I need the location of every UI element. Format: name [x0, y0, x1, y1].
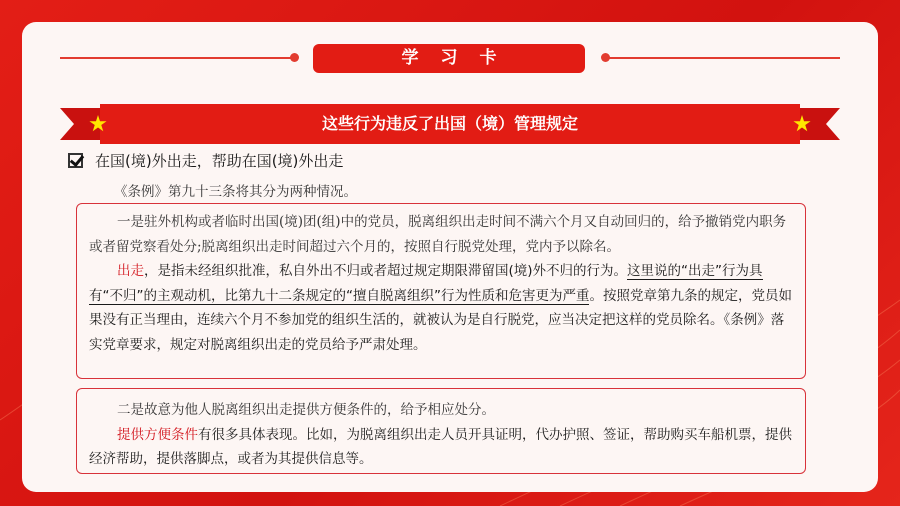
header-dot-right [601, 53, 610, 62]
term-convenience: 提供方便条件 [117, 426, 198, 443]
case-one-definition [89, 259, 793, 357]
section-heading [68, 150, 343, 171]
underlined-emphasis: 这里说的“出走”行为具有“不归”的主观动机，比第九十二条规定的“擅自脱离组织”行为性质和危害更为严重 [89, 263, 763, 304]
section-intro: 《条例》第九十三条将其分为两种情况。 [114, 184, 357, 200]
checkbox-checked-icon [68, 153, 83, 168]
case-two-paragraph: 二是故意为他人脱离组织出走提供方便条件的，给予相应处分。 [117, 402, 495, 418]
definition-continuation: 。按照党章第九条的规定，党员如果没有正当理由，连续六个月不参加党的组织生活的，就被认为是自行脱党，应当决定把这样的党员除名。《条例》落实党章要求，规定对脱离组织出走的党员给予严肃处理。 [89, 287, 792, 353]
case-two-box [76, 388, 806, 474]
section-heading-text: 在国(境)外出走，帮助在国(境)外出走 [95, 152, 344, 170]
term-chuzou: 出走 [117, 263, 144, 279]
case-two-definition [89, 423, 793, 472]
case-two-definition-text: 有很多具体表现。比如，为脱离组织出走人员开具证明，代办护照、签证，帮助购买车船机票，提供经济帮助，提供落脚点，或者为其提供信息等。 [89, 426, 792, 467]
banner-title: 这些行为违反了出国（境）管理规定 [321, 114, 578, 133]
case-one-paragraph: 一是驻外机构或者临时出国(境)团(组)中的党员，脱离组织出走时间不满六个月又自动回归的，给予撤销党内职务或者留党察看处分;脱离组织出走时间超过六个月的，按照自行脱党处理，党内予以除名。 [89, 214, 787, 255]
card-badge: 学习卡 [313, 44, 585, 73]
definition-text: ，是指未经组织批准，私自外出不归或者超过规定期限滞留国(境)外不归的行为。 [144, 263, 628, 279]
header-rule-right [608, 57, 840, 59]
header-dot-left [290, 53, 299, 62]
header-rule-left [60, 57, 292, 59]
case-one-box [76, 203, 806, 379]
